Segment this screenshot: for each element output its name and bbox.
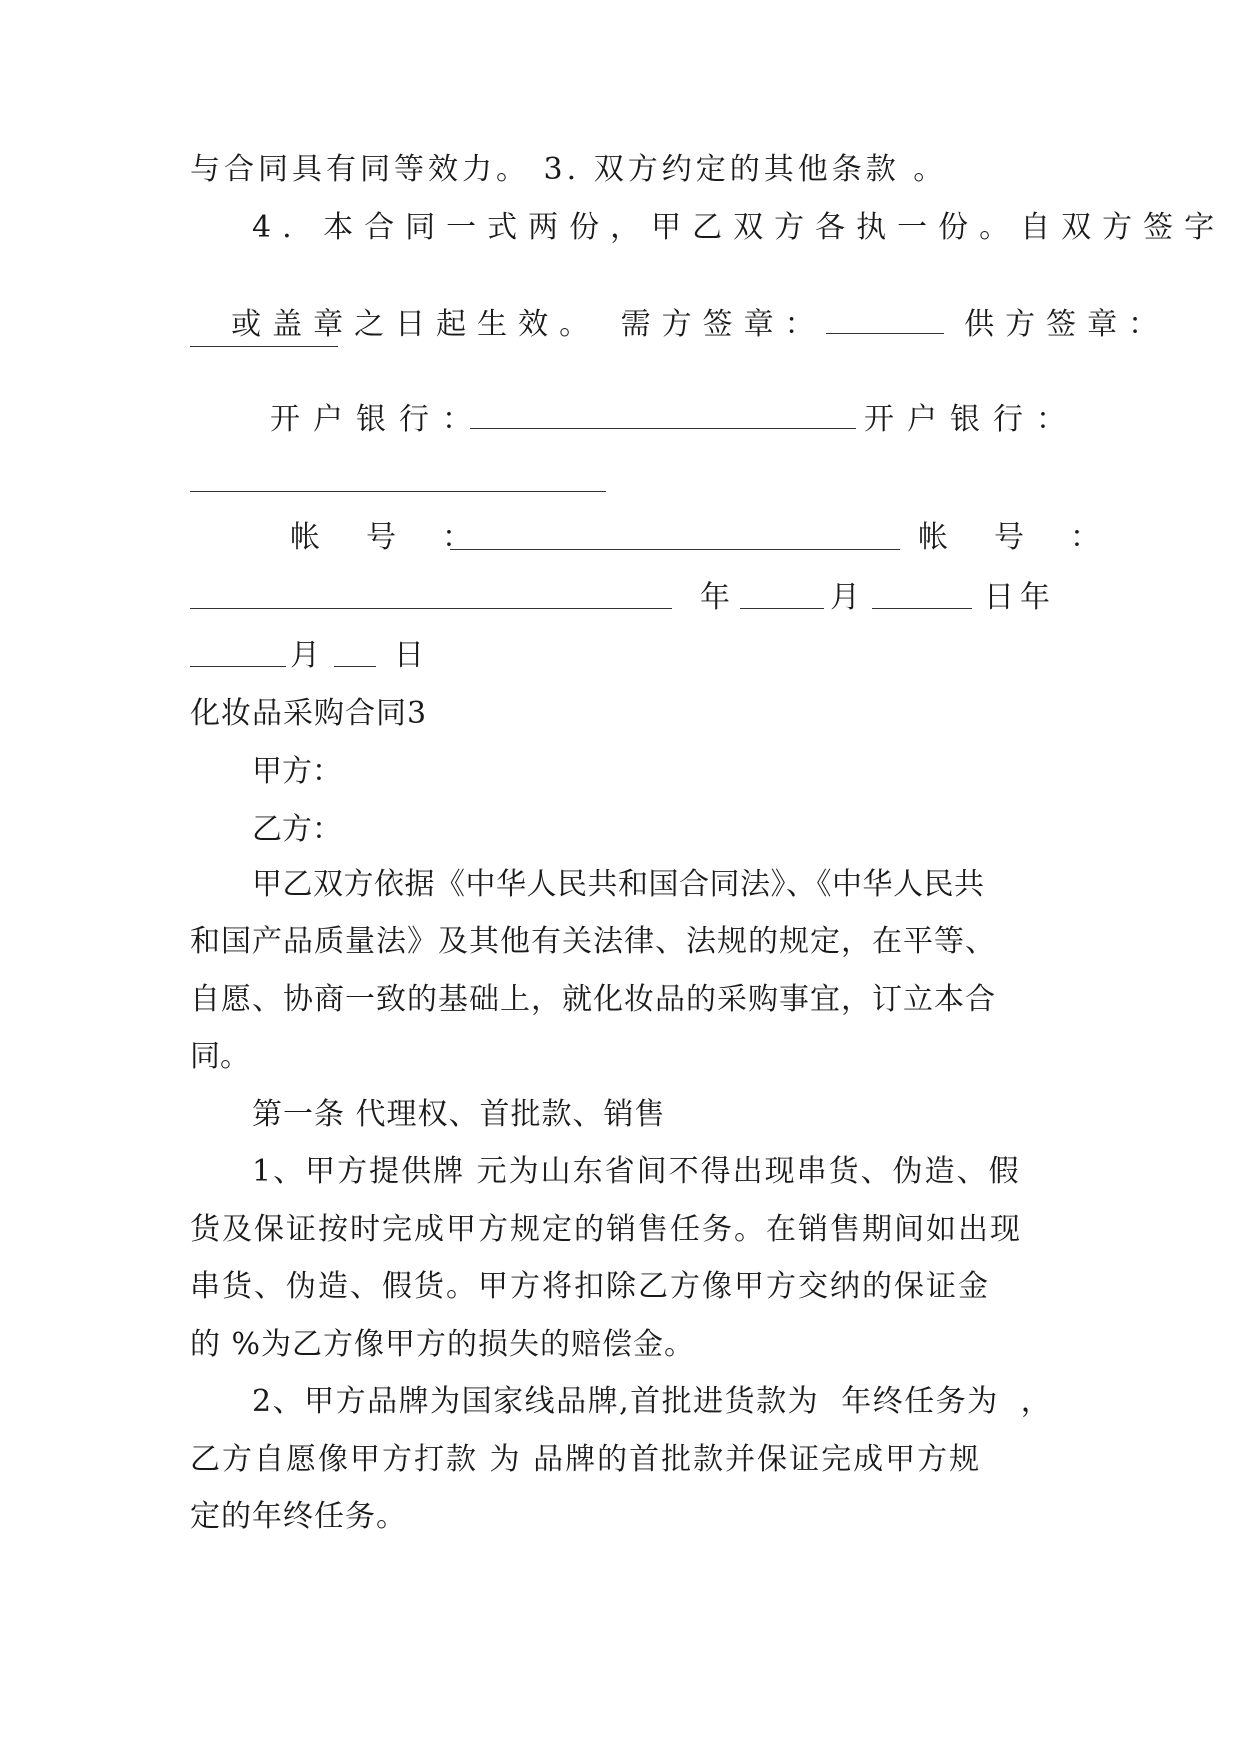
supplier-signature-blank	[190, 346, 338, 347]
text-line: 的 %为乙方像甲方的损失的赔偿金。	[190, 1327, 696, 1362]
date-day-label: 日	[394, 638, 424, 673]
date-year-label: 年	[700, 580, 730, 615]
text-segment: 供方签章：	[943, 307, 1170, 342]
article-heading: 第一条 代理权、首批款、销售	[252, 1097, 666, 1132]
signature-line	[190, 265, 1170, 342]
text-line: 与合同具有同等效力。 3. 双方约定的其他条款 。	[190, 152, 948, 187]
text-segment: 或盖章之日起生效。 需方签章：	[231, 307, 826, 342]
text-line: 和国产品质量法》及其他有关法律、法规的规定，在平等、	[190, 924, 996, 959]
account-blank	[190, 608, 672, 609]
text-line: 同。	[190, 1039, 250, 1074]
account-blank	[450, 549, 900, 550]
date-month-blank	[190, 666, 286, 667]
buyer-signature-blank	[826, 307, 944, 334]
account-label: 帐 号 ：	[918, 520, 1108, 555]
contract-title: 化妆品采购合同3	[190, 696, 428, 731]
account-label: 帐 号 ：	[290, 520, 480, 555]
bank-blank	[470, 428, 856, 429]
date-day-label: 日	[984, 580, 1014, 615]
text-line: 4. 本合同一式两份，甲乙双方各执一份。自双方签字	[252, 210, 1226, 245]
text-line: 串货、伪造、假货。甲方将扣除乙方像甲方交纳的保证金	[190, 1269, 990, 1304]
date-month-label: 月	[290, 638, 320, 673]
date-day-blank	[872, 608, 972, 609]
text-line: 定的年终任务。	[190, 1499, 407, 1534]
text-line: 2、甲方品牌为国家线品牌,首批进货款为 年终任务为 ，	[252, 1384, 1053, 1419]
text-line: 甲乙双方依据《中华人民共和国合同法》、《中华人民共	[252, 867, 985, 902]
party-b-label: 乙方：	[252, 812, 342, 847]
date-day-blank	[334, 666, 376, 667]
date-month-blank	[740, 608, 824, 609]
text-line: 1、甲方提供牌 元为山东省间不得出现串货、伪造、假	[252, 1154, 1021, 1189]
date-year-label: 年	[1020, 580, 1050, 615]
bank-label: 开户银行：	[864, 402, 1079, 437]
date-month-label: 月	[830, 580, 860, 615]
text-line: 货及保证按时完成甲方规定的销售任务。在销售期间如出现	[190, 1212, 1022, 1247]
text-line: 自愿、协商一致的基础上，就化妆品的采购事宜，订立本合	[190, 982, 996, 1017]
text-line: 乙方自愿像甲方打款 为 品牌的首批款并保证完成甲方规	[190, 1442, 982, 1477]
bank-blank	[190, 491, 606, 492]
party-a-label: 甲方：	[252, 754, 342, 789]
bank-label: 开户银行：	[270, 402, 485, 437]
